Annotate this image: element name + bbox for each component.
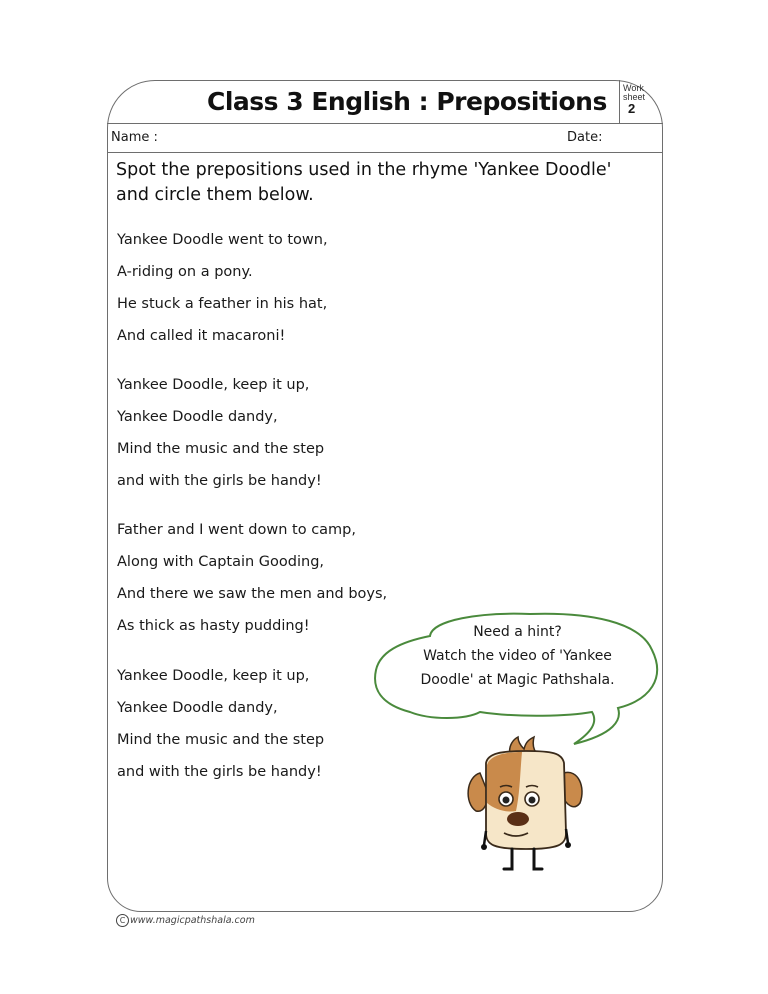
footer [116, 914, 255, 927]
worksheet-number-box [619, 80, 664, 123]
website-link[interactable]: www.magicpathshala.com [130, 915, 255, 926]
rhyme-line: Father and I went down to camp, [117, 522, 356, 538]
worksheet-number: 2 [628, 101, 636, 116]
rhyme-line: As thick as hasty pudding! [117, 618, 310, 634]
rhyme-line: Yankee Doodle, keep it up, [117, 377, 310, 393]
stanza-3 [117, 514, 387, 642]
rhyme-line: Yankee Doodle went to town, [117, 232, 328, 248]
rhyme-line: A-riding on a pony. [117, 264, 253, 280]
rhyme-line: And called it macaroni! [117, 328, 286, 344]
rhyme-line: Yankee Doodle dandy, [117, 409, 278, 425]
page-title: Class 3 English : Prepositions [207, 87, 607, 116]
name-field-label: Name : [111, 130, 158, 145]
hint-line: Need a hint? [473, 624, 562, 640]
name-date-row [107, 124, 663, 153]
title-row [107, 80, 663, 124]
hint-text [385, 620, 650, 692]
stanza-4 [117, 660, 324, 788]
stanza-2 [117, 369, 324, 497]
date-field-label: Date: [567, 130, 603, 145]
rhyme-line: He stuck a feather in his hat, [117, 296, 328, 312]
stanza-1 [117, 224, 328, 352]
rhyme-line: Along with Captain Gooding, [117, 554, 325, 570]
instruction-text: Spot the prepositions used in the rhyme 'Yankee Doodle' and circle them below. [116, 160, 612, 205]
copyright-icon: C [116, 914, 129, 927]
worksheet-label: Work [623, 83, 644, 93]
rhyme-line: Mind the music and the step [117, 441, 325, 457]
rhyme-line: And there we saw the men and boys, [117, 586, 388, 602]
dog-mascot-icon [462, 733, 592, 878]
hint-line: Watch the video of 'Yankee [423, 648, 612, 664]
rhyme-line: and with the girls be handy! [117, 764, 322, 780]
rhyme-line: Mind the music and the step [117, 732, 325, 748]
rhyme-line: Yankee Doodle, keep it up, [117, 668, 310, 684]
rhyme-line: and with the girls be handy! [117, 473, 322, 489]
hint-line: Doodle' at Magic Pathshala. [420, 672, 615, 688]
worksheet-label: sheet [623, 92, 646, 102]
rhyme-line: Yankee Doodle dandy, [117, 700, 278, 716]
